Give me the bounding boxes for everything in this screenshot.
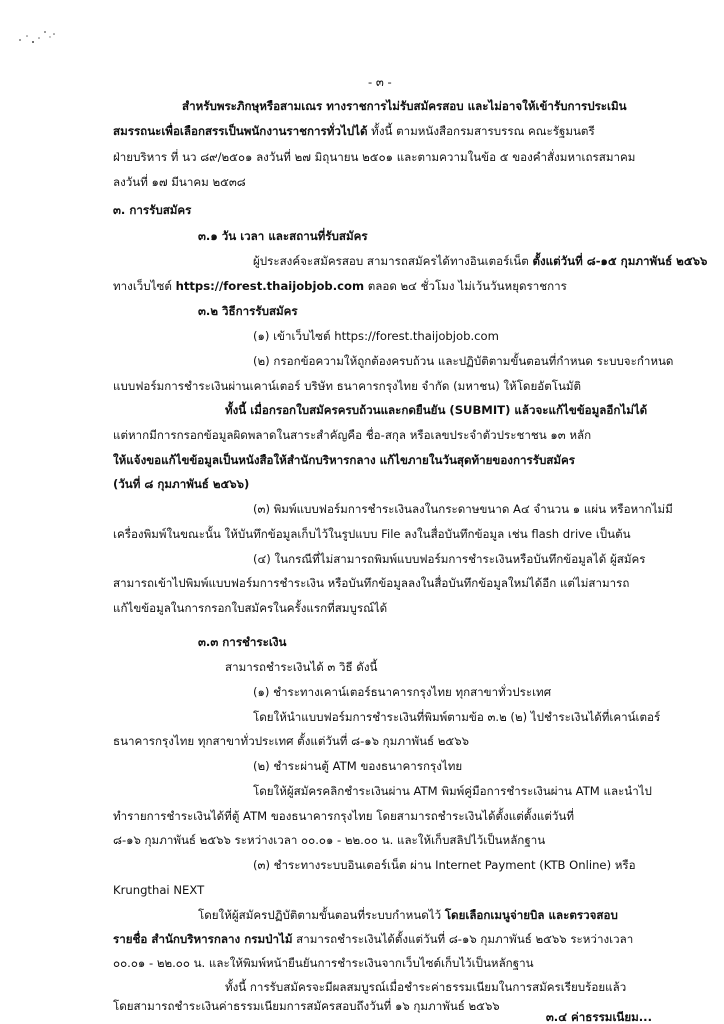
section-3-1-line-1-text: ผู้ประสงค์จะสมัครสอบ สามารถสมัครได้ทางอินเตอร์เน็ต bbox=[253, 254, 533, 268]
intro-line-2 bbox=[113, 126, 595, 138]
section-3-1-heading: ๓.๑ วัน เวลา และสถานที่รับสมัคร bbox=[198, 229, 368, 243]
payment-method-3-line-3 bbox=[198, 910, 618, 922]
step-4-line-2: สามารถเข้าไปพิมพ์แบบฟอร์มการชำระเงิน หรือบันทึกข้อมูลลงในสื่อบันทึกข้อมูลใหม่ได้อีก แต่ไม่สามารถ bbox=[113, 576, 630, 590]
payment-method-2: (๒) ชำระผ่านตู้ ATM ของธนาคารกรุงไทย bbox=[253, 759, 463, 773]
payment-method-3: (๓) ชำระทางระบบอินเตอร์เน็ต ผ่าน Internet Payment (KTB Online) หรือ bbox=[253, 858, 636, 872]
payment-method-1: (๑) ชำระทางเคาน์เตอร์ธนาคารกรุงไทย ทุกสาขาทั่วประเทศ bbox=[253, 685, 552, 699]
page-number: - ๓ - bbox=[368, 75, 392, 89]
payment-method-3-line-3-text: โดยให้ผู้สมัครปฏิบัติตามขั้นตอนที่ระบบกำหนดไว้ bbox=[198, 908, 445, 922]
note-line-3: ให้แจ้งขอแก้ไขข้อมูลเป็นหนังสือให้สำนักบริหารกลาง แก้ไขภายในวันสุดท้ายของการรับสมัคร bbox=[113, 453, 576, 467]
payment-method-1-line-2: ธนาคารกรุงไทย ทุกสาขาทั่วประเทศ ตั้งแต่วันที่ ๘-๑๖ กุมภาพันธ์ ๒๕๖๖ bbox=[113, 734, 469, 748]
payee-name: รายชื่อ สำนักบริหารกลาง กรมป่าไม้ bbox=[113, 932, 293, 946]
payment-method-1-line-1: โดยให้นำแบบฟอร์มการชำระเงินที่พิมพ์ตามข้อ ๓.๒ (๒) ไปชำระเงินได้ที่เคาน์เตอร์ bbox=[253, 710, 661, 724]
payment-method-3-line-4-rest: สามารถชำระเงินได้ตั้งแต่วันที่ ๘-๑๖ กุมภาพันธ์ ๒๕๖๖ ระหว่างเวลา bbox=[292, 932, 634, 946]
payment-method-3-line-5: ๐๐.๐๑ - ๒๒.๐๐ น. และให้พิมพ์หน้ายืนยันการชำระเงินจากเว็บไซต์เก็บไว้เป็นหลักฐาน bbox=[113, 956, 534, 970]
application-dates: ตั้งแต่วันที่ ๘-๑๕ กุมภาพันธ์ ๒๕๖๖ bbox=[532, 254, 708, 268]
section-3-1-line-2 bbox=[113, 281, 567, 293]
note-line-4: (วันที่ ๘ กุมภาพันธ์ ๒๕๖๖) bbox=[113, 477, 250, 491]
continuation-marker: ๓.๔ ค่าธรรมเนียม... bbox=[545, 1010, 652, 1024]
payment-method-3-line-2: Krungthai NEXT bbox=[113, 883, 205, 897]
section-3-1-line-2-rest: ตลอด ๒๔ ชั่วโมง ไม่เว้นวันหยุดราชการ bbox=[364, 279, 567, 293]
note-line-1: ทั้งนี้ เมื่อกรอกใบสมัครครบถ้วนและกดยืนยัน (SUBMIT) แล้วจะแก้ไขข้อมูลอีกไม่ได้ bbox=[225, 403, 648, 417]
final-note-line-2: โดยสามารถชำระเงินค่าธรรมเนียมการสมัครสอบถึงวันที่ ๑๖ กุมภาพันธ์ ๒๕๖๖ bbox=[113, 999, 500, 1013]
scan-specks bbox=[16, 22, 66, 52]
step-2-line-2: แบบฟอร์มการชำระเงินผ่านเคาน์เตอร์ บริษัท ธนาคารกรุงไทย จำกัด (มหาชน) ให้โดยอัตโนมัติ bbox=[113, 379, 582, 393]
intro-line-2-bold: สมรรถนะเพื่อเลือกสรรเป็นพนักงานราชการทั่วไปได้ bbox=[113, 124, 368, 138]
section-3-2-heading: ๓.๒ วิธีการรับสมัคร bbox=[198, 304, 298, 318]
section-3-3-heading: ๓.๓ การชำระเงิน bbox=[198, 635, 287, 649]
step-3-line-1: (๓) พิมพ์แบบฟอร์มการชำระเงินลงในกระดาษขนาด A๔ จำนวน ๑ แผ่น หรือหากไม่มี bbox=[253, 502, 673, 516]
intro-line-4: ลงวันที่ ๑๗ มีนาคม ๒๕๓๘ bbox=[113, 175, 246, 189]
step-3-line-2: เครื่องพิมพ์ในขณะนั้น ให้บันทึกข้อมูลเก็บไว้ในรูปแบบ File ลงในสื่อบันทึกข้อมูล เช่น flash drive เป็นต้น bbox=[113, 527, 631, 541]
intro-line-3: ฝ่ายบริหาร ที่ นว ๘๙/๒๕๐๑ ลงวันที่ ๒๗ มิถุนายน ๒๕๐๑ และตามความในข้อ ๕ ของคำสั่งมหาเถรสมาคม bbox=[113, 150, 636, 164]
section-3-1-line-2-text: ทางเว็บไซต์ bbox=[113, 279, 176, 293]
intro-line-1: สำหรับพระภิกษุหรือสามเณร ทางราชการไม่รับสมัครสอบ และไม่อาจให้เข้ารับการประเมิน bbox=[182, 99, 627, 113]
payment-menu-instruction: โดยเลือกเมนูจ่ายบิล และตรวจสอบ bbox=[444, 908, 618, 922]
section-3-heading: ๓. การรับสมัคร bbox=[113, 203, 192, 217]
step-1: (๑) เข้าเว็บไซต์ https://forest.thaijobjob.com bbox=[253, 329, 499, 343]
section-3-1-line-1 bbox=[253, 256, 707, 268]
payment-method-2-line-1: โดยให้ผู้สมัครคลิกชำระเงินผ่าน ATM พิมพ์คู่มือการชำระเงินผ่าน ATM และนำไป bbox=[253, 784, 652, 798]
payment-method-2-line-3: ๘-๑๖ กุมภาพันธ์ ๒๕๖๖ ระหว่างเวลา ๐๐.๐๑ - ๒๒.๐๐ น. และให้เก็บสลิปไว้เป็นหลักฐาน bbox=[113, 833, 546, 847]
step-4-line-1: (๔) ในกรณีที่ไม่สามารถพิมพ์แบบฟอร์มการชำระเงินหรือบันทึกข้อมูลได้ ผู้สมัคร bbox=[253, 552, 646, 566]
payment-intro: สามารถชำระเงินได้ ๓ วิธี ดังนี้ bbox=[225, 660, 378, 674]
payment-method-3-line-4 bbox=[113, 934, 633, 946]
intro-line-2-rest: ทั้งนี้ ตามหนังสือกรมสารบรรณ คณะรัฐมนตรี bbox=[367, 124, 595, 138]
step-4-line-3: แก้ไขข้อมูลในการกรอกใบสมัครในครั้งแรกที่สมบูรณ์ได้ bbox=[113, 601, 388, 615]
website-url: https://forest.thaijobjob.com bbox=[175, 279, 365, 293]
final-note-line-1: ทั้งนี้ การรับสมัครจะมีผลสมบูรณ์เมื่อชำระค่าธรรมเนียมในการสมัครเรียบร้อยแล้ว bbox=[225, 980, 627, 994]
note-line-2: แต่หากมีการกรอกข้อมูลผิดพลาดในสาระสำคัญคือ ชื่อ-สกุล หรือเลขประจำตัวประชาชน ๑๓ หลัก bbox=[113, 428, 592, 442]
step-2-line-1: (๒) กรอกข้อความให้ถูกต้องครบถ้วน และปฏิบัติตามขั้นตอนที่กำหนด ระบบจะกำหนด bbox=[253, 354, 674, 368]
payment-method-2-line-2: ทำรายการชำระเงินได้ที่ตู้ ATM ของธนาคารกรุงไทย โดยสามารถชำระเงินได้ตั้งแต่ตั้งแต่วันที่ bbox=[113, 809, 574, 823]
